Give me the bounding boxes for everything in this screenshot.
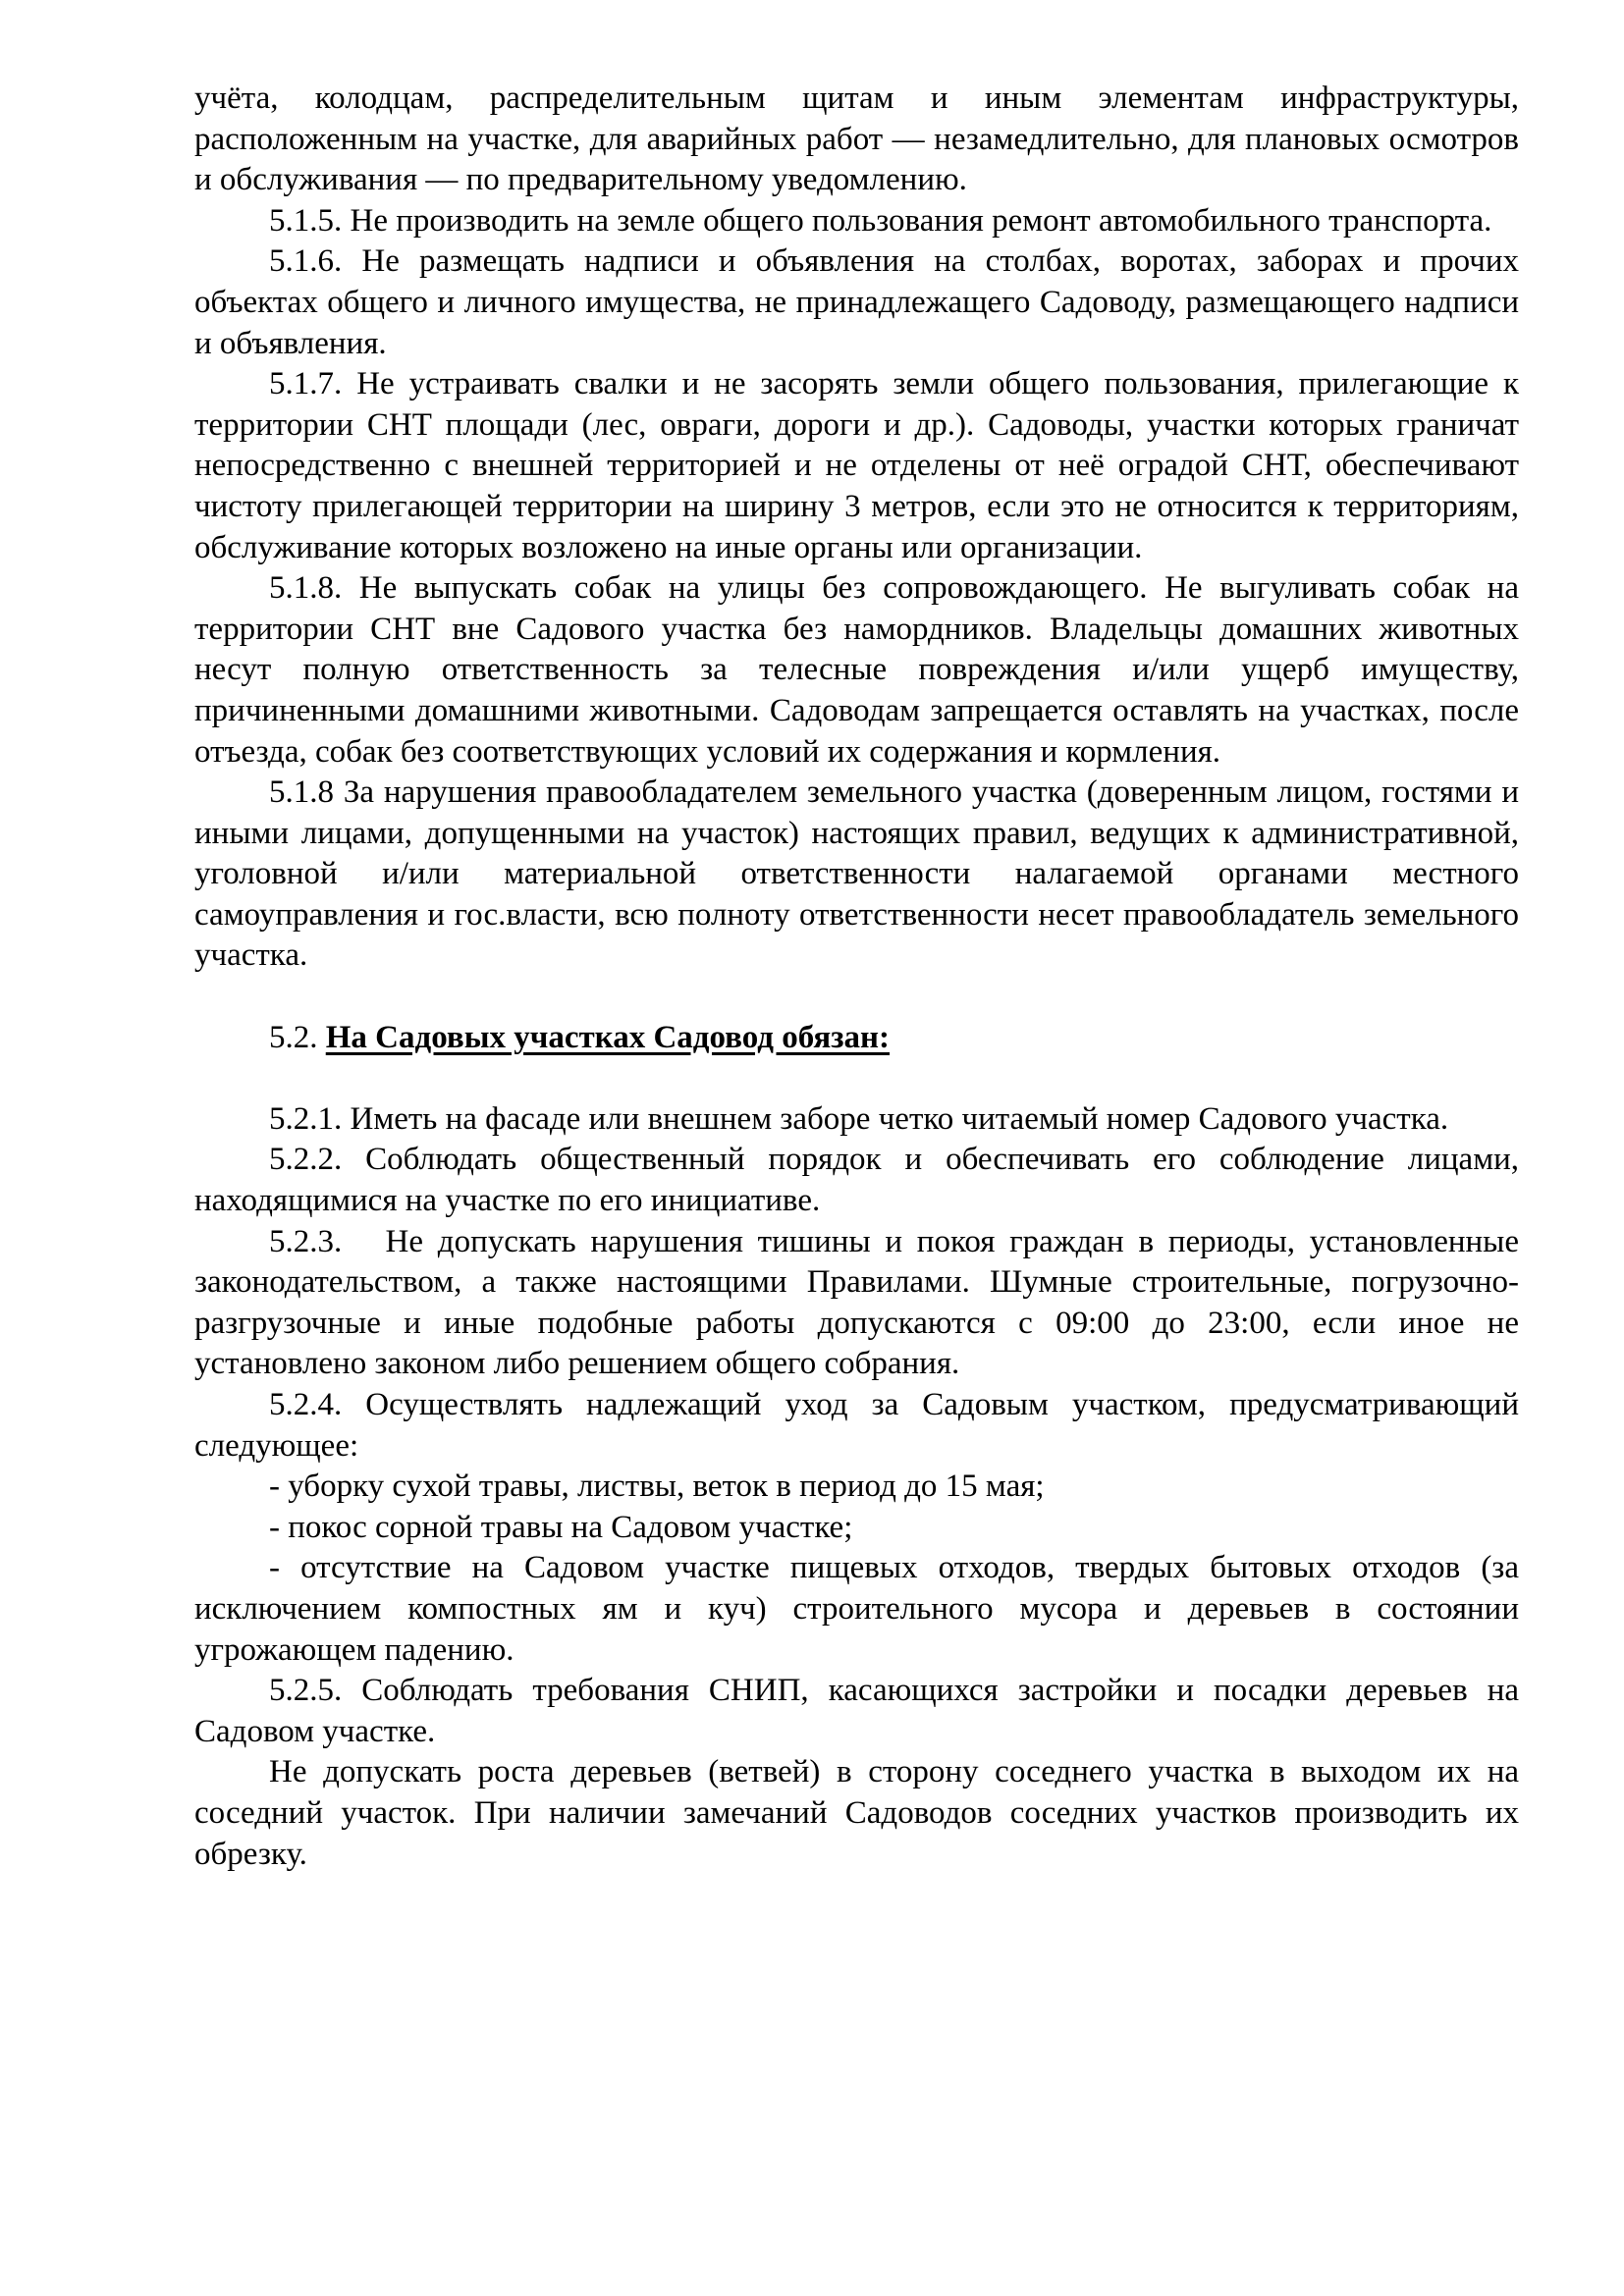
paragraph-5-2-2: 5.2.2. Соблюдать общественный порядок и обеспечивать его соблюдение лицами, находящимися на участке по его инициативе. [194, 1142, 1519, 1219]
spacer [194, 977, 1519, 1018]
section-title: На Садовых участках Садовод обязан: [325, 1019, 891, 1055]
list-item-mowing: - покос сорной травы на Садовом участке; [269, 1509, 853, 1545]
list-item-cleanup: - уборку сухой травы, листвы, веток в период до 15 мая; [269, 1468, 1045, 1505]
paragraph-5-1-7: 5.1.7. Не устраивать свалки и не засорять земли общего пользования, прилегающие к территории СНТ площади (лес, овраги, дороги и др.). Садоводы, участки которых граничат непосредственно с внешней территорией и не отделены от неё оградой СНТ, обеспечивают чистоту прилегающей территории на ширину 3 метров, если это не относится к территориям, обслуживание которых возложено на иные органы или организации. [194, 366, 1519, 565]
paragraph-trees: Не допускать роста деревьев (ветвей) в сторону соседнего участка в выходом их на соседний участок. При наличии замечаний Садоводов соседних участков производить их обрезку. [194, 1754, 1519, 1872]
paragraph-5-2-5: 5.2.5. Соблюдать требования СНИП, касающихся застройки и посадки деревьев на Садовом участке. [194, 1673, 1519, 1749]
paragraph-continuation: учёта, колодцам, распределительным щитам и иным элементам инфраструктуры, расположенным на участке, для аварийных работ — незамедлительно, для плановых осмотров и обслуживания — по предварительному уведомлению. [194, 80, 1519, 198]
document-page [194, 79, 1528, 1875]
spacer [194, 1058, 1519, 1099]
paragraph-5-2-4: 5.2.4. Осуществлять надлежащий уход за Садовым участком, предусматривающий следующее: [194, 1387, 1519, 1464]
paragraph-5-1-5: 5.1.5. Не производить на земле общего пользования ремонт автомобильного транспорта. [269, 202, 1492, 239]
section-heading-5-2 [194, 1018, 1519, 1059]
paragraph-5-1-8-liability: 5.1.8 За нарушения правообладателем земельного участка (доверенным лицом, гостями и иными лицами, допущенными на участок) настоящих правил, ведущих к административной, уголовной и/или материальной ответственности налагаемой органами местного самоуправления и гос.власти, всю полноту ответственности несет правообладатель земельного участка. [194, 774, 1519, 974]
paragraph-5-2-3: 5.2.3. Не допускать нарушения тишины и покоя граждан в периоды, установленные законодательством, а также настоящими Правилами. Шумные строительные, погрузочно-разгрузочные и иные подобные работы допускаются с 09:00 до 23:00, если иное не установлено законом либо решением общего собрания. [194, 1223, 1528, 1382]
section-number: 5.2. [269, 1019, 326, 1055]
paragraph-5-2-1: 5.2.1. Иметь на фасаде или внешнем заборе четко читаемый номер Садового участка. [269, 1100, 1449, 1137]
paragraph-5-1-6: 5.1.6. Не размещать надписи и объявления на столбах, воротах, заборах и прочих объектах общего и личного имущества, не принадлежащего Садоводу, размещающего надписи и объявления. [194, 243, 1519, 361]
list-item-waste: - отсутствие на Садовом участке пищевых отходов, твердых бытовых отходов (за исключением компостных ям и куч) строительного мусора и деревьев в состоянии угрожающем падению. [194, 1550, 1519, 1668]
paragraph-5-1-8-dogs: 5.1.8. Не выпускать собак на улицы без сопровождающего. Не выгуливать собак на территории СНТ вне Садового участка без намордников. Владельцы домашних животных несут полную ответственность за телесные повреждения и/или ущерб имуществу, причиненными домашними животными. Садоводам запрещается оставлять на участках, после отъезда, собак без соответствующих условий их содержания и кормления. [194, 570, 1519, 770]
